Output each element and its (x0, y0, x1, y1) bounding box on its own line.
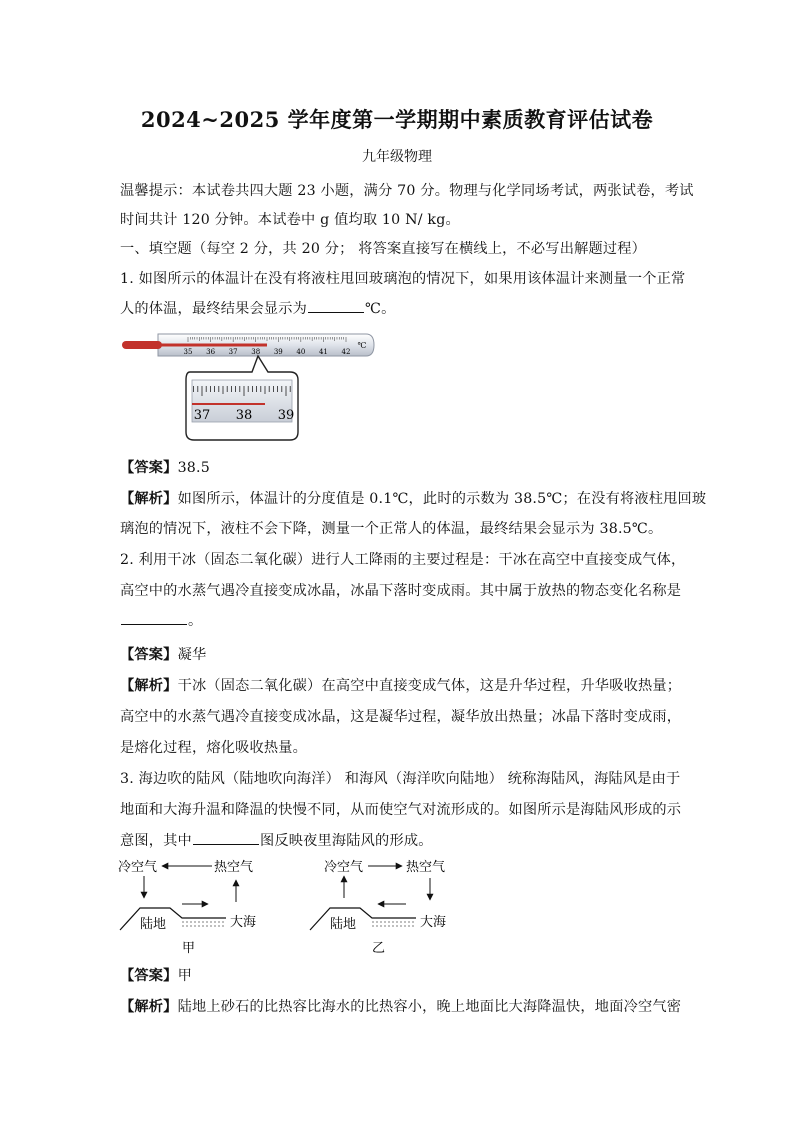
sea-label: 大海 (230, 915, 257, 930)
sea-breeze-diagram (110, 854, 470, 958)
sea-label: 大海 (420, 915, 447, 930)
analysis-tag: 【解析】 (120, 491, 178, 507)
land-outline (310, 908, 416, 930)
hot-air-label: 热空气 (214, 860, 254, 875)
analysis-tag: 【解析】 (120, 999, 178, 1015)
q3-text: 意图，其中 (120, 833, 192, 849)
q3-answer (120, 965, 680, 985)
analysis-text: 陆地上砂石的比热容比海水的比热容小，晚上地面比大海降温快，地面冷空气密 (177, 999, 682, 1015)
answer-tag: 【答案】 (120, 647, 178, 663)
q3-line-1: 3. 海边吹的陆风（陆地吹向海洋） 和海风（海洋吹向陆地） 统称海陆风，海陆风是由于 (120, 771, 681, 787)
analysis-tag: 【解析】 (120, 678, 178, 694)
q1-text: 人的体温，最终结果会显示为 (120, 301, 308, 317)
land-outline (120, 908, 226, 930)
q2-answer-blank (121, 623, 187, 625)
zoom-scale-labels (194, 408, 295, 423)
q3-text-end: 图反映夜里海陆风的形成。 (259, 833, 433, 849)
q3-analysis-line-1 (120, 996, 680, 1016)
intro-line-2: 时间共计 120 分钟。本试卷中 g 值均取 10 N/ kg。 (120, 212, 460, 228)
thermometer-unit: ℃ (357, 341, 367, 350)
scale-label: 36 (206, 348, 216, 356)
hot-air-label: 热空气 (406, 860, 446, 875)
land-label: 陆地 (330, 917, 357, 932)
answer-value: 甲 (177, 968, 192, 984)
thermometer-body (122, 334, 374, 356)
q2-line-1: 2. 利用干冰（固态二氧化碳）进行人工降雨的主要过程是：干冰在高空中直接变成气体， (120, 552, 686, 568)
q3-line-3 (120, 830, 680, 850)
scale-label: 42 (341, 348, 351, 356)
mercury-column (158, 344, 267, 347)
answer-tag: 【答案】 (120, 968, 178, 984)
section-heading: 一、填空题（每空 2 分，共 20 分； 将答案直接写在横线上，不必写出解题过程） (120, 241, 647, 257)
q2-analysis-line-2: 高空中的水蒸气遇冷直接变成冰晶，这是凝华过程，凝华放出热量；冰晶下落时变成雨， (120, 709, 682, 725)
q2-period: 。 (188, 613, 203, 629)
cold-air-label: 冷空气 (118, 860, 158, 875)
diagram-a (118, 859, 256, 956)
q1-line-1: 1. 如图所示的体温计在没有将液柱甩回玻璃泡的情况下，如果用该体温计来测量一个正常 (120, 271, 686, 287)
answer-value: 凝华 (177, 647, 207, 663)
q2-analysis-line-3: 是熔化过程，熔化吸收热量。 (120, 740, 308, 756)
diagram-a-label: 甲 (182, 941, 196, 956)
intro-line-1: 温馨提示：本试卷共四大题 23 小题，满分 70 分。物理与化学同场考试，两张试卷，考试 (120, 183, 694, 199)
scale-label: 38 (251, 348, 261, 356)
page-subtitle: 九年级物理 (362, 149, 432, 165)
scale-label: 40 (296, 348, 306, 356)
q1-analysis-line-2: 璃泡的情况下，液柱不会下降，测量一个正常人的体温，最终结果会显示为 38.5℃。 (120, 521, 663, 537)
q2-line-3 (120, 610, 680, 630)
zoom-callout (186, 356, 298, 440)
answer-value: 38.5 (177, 460, 210, 476)
thermometer-figure (118, 328, 380, 444)
cold-air-label: 冷空气 (324, 860, 364, 875)
answer-tag: 【答案】 (120, 460, 178, 476)
diagram-b-label: 乙 (372, 941, 386, 956)
q2-answer (120, 644, 680, 664)
scale-label: 41 (318, 348, 328, 356)
q1-analysis-line-1 (120, 488, 707, 508)
page-title: 2024~2025 学年度第一学期期中素质教育评估试卷 (140, 107, 654, 132)
scale-label: 37 (228, 348, 238, 356)
analysis-text: 干冰（固态二氧化碳）在高空中直接变成气体，这是升华过程，升华吸收热量； (177, 678, 682, 694)
q2-line-2: 高空中的水蒸气遇冷直接变成冰晶，冰晶下落时变成雨。其中属于放热的物态变化名称是 (120, 583, 682, 599)
q1-unit: ℃。 (365, 301, 396, 317)
scale-label: 39 (273, 348, 283, 356)
scale-label: 35 (183, 348, 193, 356)
mercury-bulb (122, 341, 162, 349)
diagram-b (310, 859, 446, 956)
q3-line-2: 地面和大海升温和降温的快慢不同，从而使空气对流形成的。如图所示是海陆风形成的示 (120, 802, 682, 818)
q3-answer-blank (193, 843, 259, 845)
q1-answer (120, 457, 680, 477)
zoom-label: 39 (277, 408, 295, 423)
analysis-text: 如图所示，体温计的分度值是 0.1℃，此时的示数为 38.5℃；在没有将液柱甩回玻 (177, 491, 707, 507)
land-label: 陆地 (140, 917, 167, 932)
zoom-label: 38 (235, 408, 253, 423)
zoom-mercury-column (192, 403, 265, 405)
zoom-label: 37 (193, 408, 211, 423)
q1-line-2 (120, 298, 680, 318)
q2-analysis-line-1 (120, 675, 680, 695)
q1-answer-blank (308, 311, 364, 313)
